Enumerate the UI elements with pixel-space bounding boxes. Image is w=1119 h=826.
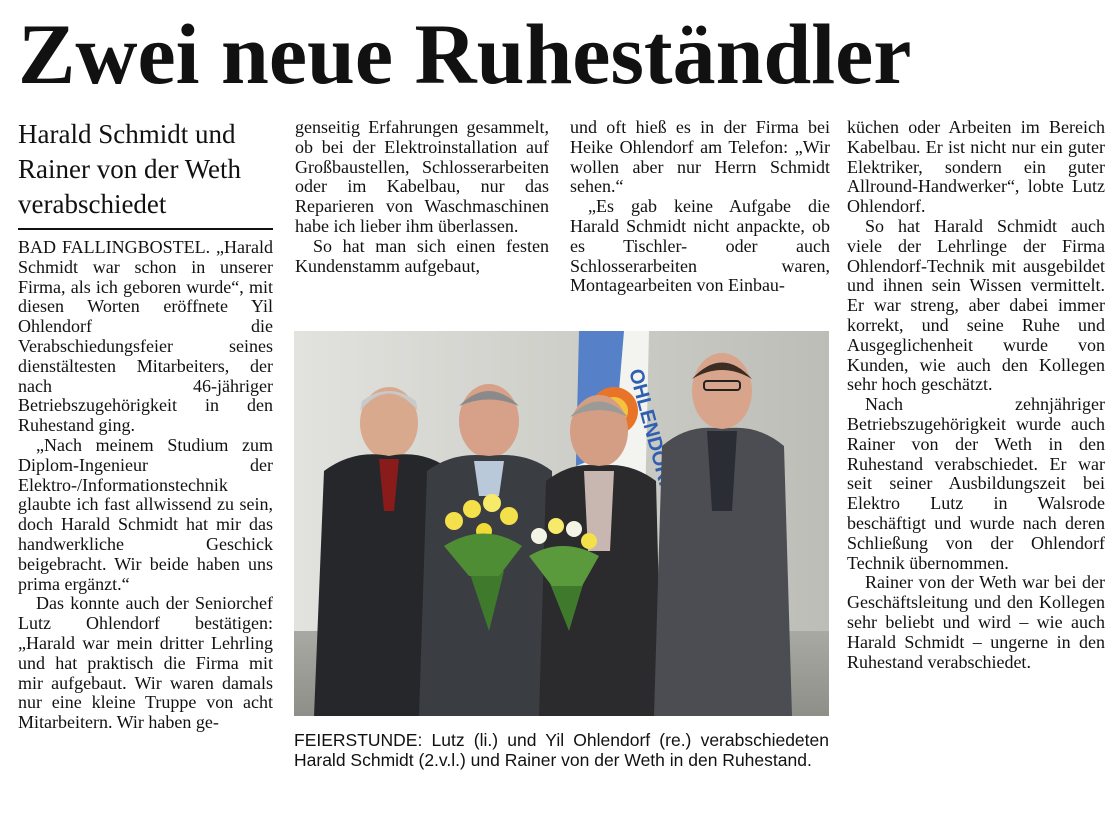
subhead-divider [18,228,273,230]
article-column-3 [570,118,830,296]
article-column-1 [18,238,273,733]
paragraph: BAD FALLINGBOSTEL. „Harald Schmidt war schon in unserer Firma, als ich geboren wurde“, mit diesen Worten eröffnete Yil Ohlendorf die Verabschiedungsfeier seines dienstältesten Mitarbeiters, der nach 46-jähriger Betriebszugehörigkeit in den Ruhestand ging. [18,237,273,436]
caption-text: Lutz (li.) und Yil Ohlendorf (re.) verabschiedeten Harald Schmidt (2.v.l.) und Rainer von der Weth in den Ruhestand. [294,730,829,770]
paragraph: „Es gab keine Aufgabe die Harald Schmidt nicht anpackte, ob es Tischler- oder auch Schlosserarbeiten waren, Montagearbeiten von Einbau- [570,196,830,296]
paragraph: küchen oder Arbeiten im Bereich Kabelbau. Er ist nicht nur ein guter Elektriker, sondern ein guter Allround-Handwerker“, lobte Lutz Ohlendorf. [847,117,1105,217]
paragraph: genseitig Erfahrungen gesammelt, ob bei der Elektroinstallation auf Großbaustellen, Schlosserarbeiten oder im Kabelbau, nur das Reparieren von Waschmaschinen habe ich lieber ihm überlassen. [295,117,549,236]
paragraph: „Nach meinem Studium zum Diplom-Ingenieur der Elektro-/Informationstechnik glaubte ich fast allwissend zu sein, doch Harald Schmidt hat mir das handwerkliche Geschick beigebracht. Wir beide haben uns prima ergänzt.“ [18,434,273,594]
subheadline: Harald Schmidt und Rainer von der Weth verabschiedet [18,119,242,219]
photo-illustration [294,331,829,716]
article-column-4 [847,118,1105,672]
article-column-2 [295,118,549,276]
paragraph: Rainer von der Weth war bei der Geschäftsleitung und den Kollegen sehr beliebt und wird – wie auch Harald Schmidt – ungerne in den Ruhestand verabschiedet. [847,572,1105,672]
headline: Zwei neue Ruheständler [18,6,912,102]
paragraph: So hat man sich einen festen Kundenstamm aufgebaut, [295,235,549,276]
paragraph: So hat Harald Schmidt auch viele der Lehrlinge der Firma Ohlendorf-Technik mit ausgebildet und ihnen sein Wissen vermittelt. Er war streng, aber dabei immer korrekt, und seine Ruhe und Ausgeglichenheit wurde von Kunden, wie auch den Kollegen sehr hoch geschätzt. [847,215,1105,395]
caption-keyword: FEIERSTUNDE: [294,730,423,750]
group-photo [294,331,829,716]
paragraph: Das konnte auch der Seniorchef Lutz Ohlendorf bestätigen: „Harald war mein dritter Lehrling und hat praktisch die Firma mit mir aufgebaut. Wir waren damals nur eine kleine Truppe von acht Mitarbeitern. Wir haben ge- [18,593,273,733]
paragraph: Nach zehnjähriger Betriebszugehörigkeit wurde auch Rainer von der Weth in den Ruhestand verabschiedet. Er war seit seiner Ausbildungszeit bei Elektro Lutz in Walsrode beschäftigt und wurde nach deren Schließung von der Ohlendorf Technik übernommen. [847,394,1105,573]
banner-text: OHLENDORF [624,366,679,495]
photo-caption [294,730,829,770]
paragraph: und oft hieß es in der Firma bei Heike Ohlendorf am Telefon: „Wir wollen aber nur Herrn Schmidt sehen.“ [570,117,830,197]
